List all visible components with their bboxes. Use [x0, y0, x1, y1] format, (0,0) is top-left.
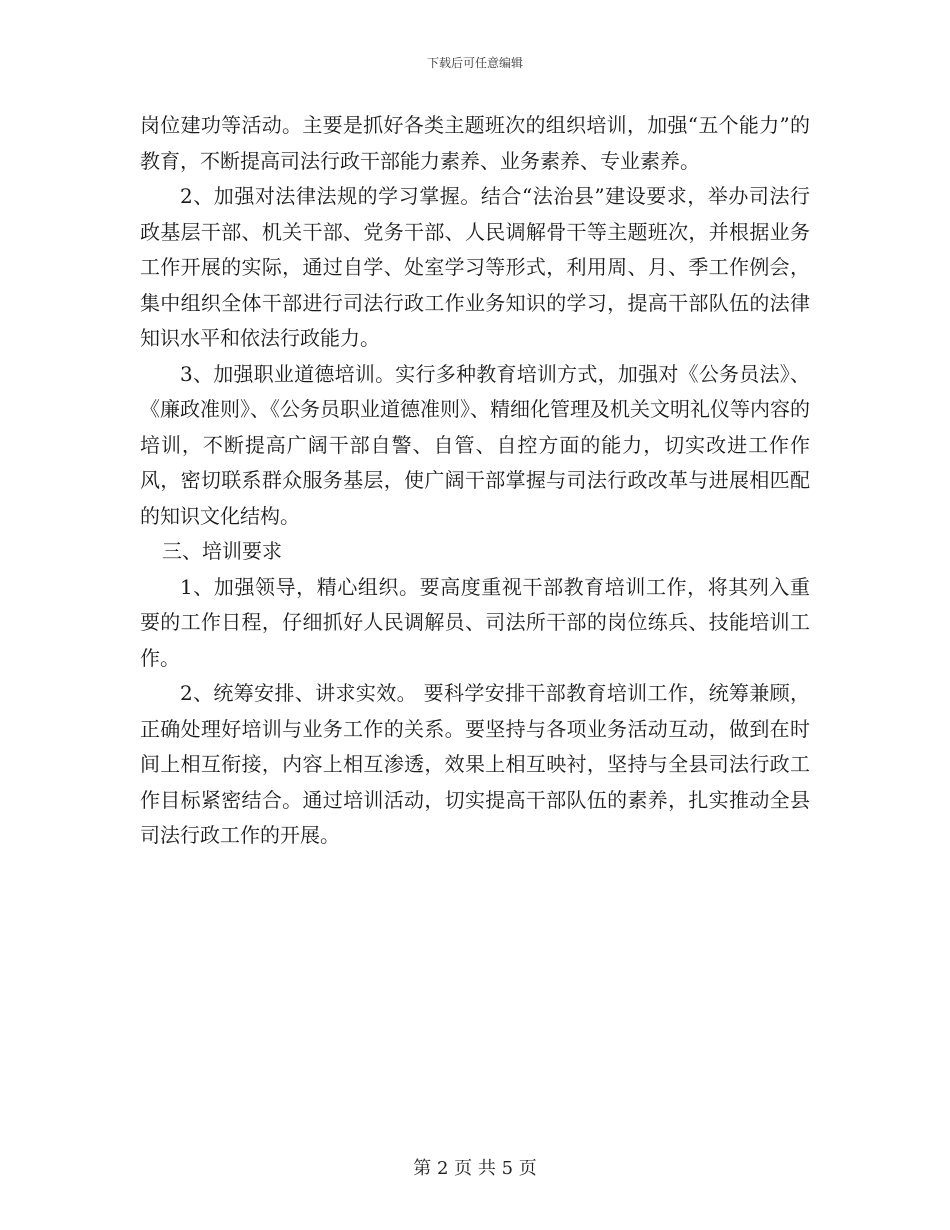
page-number-footer: 第 2 页 共 5 页 — [413, 1158, 537, 1179]
document-body — [140, 108, 810, 854]
section-heading: 三、培训要求 — [162, 539, 282, 563]
header-note: 下载后可任意编辑 — [426, 56, 523, 70]
paragraph-continuation: 岗位建功等活动。主要是抓好各类主题班次的组织培训，加强“五个能力”的教育，不断提高司法行政干部能力素养、业务素养、专业素养。 — [140, 113, 810, 173]
paragraph-item-3: 3、加强职业道德培训。实行多种教育培训方式，加强对《公务员法》、《廉政准则》、《公务员职业道德准则》、精细化管理及机关文明礼仪等内容的培训，不断提高广阔干部自警、自管、自控方面的能力，切实改进工作作风，密切联系群众服务基层，使广阔干部掌握与司法行政改革与进展相匹配的知识文化结构。 — [140, 361, 810, 528]
paragraph-item-2: 2、加强对法律法规的学习掌握。结合“法治县”建设要求，举办司法行政基层干部、机关干部、党务干部、人民调解骨干等主题班次，并根据业务工作开展的实际，通过自学、处室学习等形式，利用周、月、季工作例会，集中组织全体干部进行司法行政工作业务知识的学习，提高干部队伍的法律知识水平和依法行政能力。 — [140, 184, 810, 350]
paragraph-requirement-1: 1、加强领导，精心组织。要高度重视干部教育培训工作，将其列入重要的工作日程，仔细抓好人民调解员、司法所干部的岗位练兵、技能培训工作。 — [140, 574, 810, 670]
paragraph-requirement-2: 2、统筹安排、讲求实效。 要科学安排干部教育培训工作，统筹兼顾，正确处理好培训与业务工作的关系。要坚持与各项业务活动互动，做到在时间上相互衔接，内容上相互渗透，效果上相互映衬，坚持与全县司法行政工作目标紧密结合。通过培训活动，切实提高干部队伍的素养，扎实推动全县司法行政工作的开展。 — [140, 681, 810, 847]
